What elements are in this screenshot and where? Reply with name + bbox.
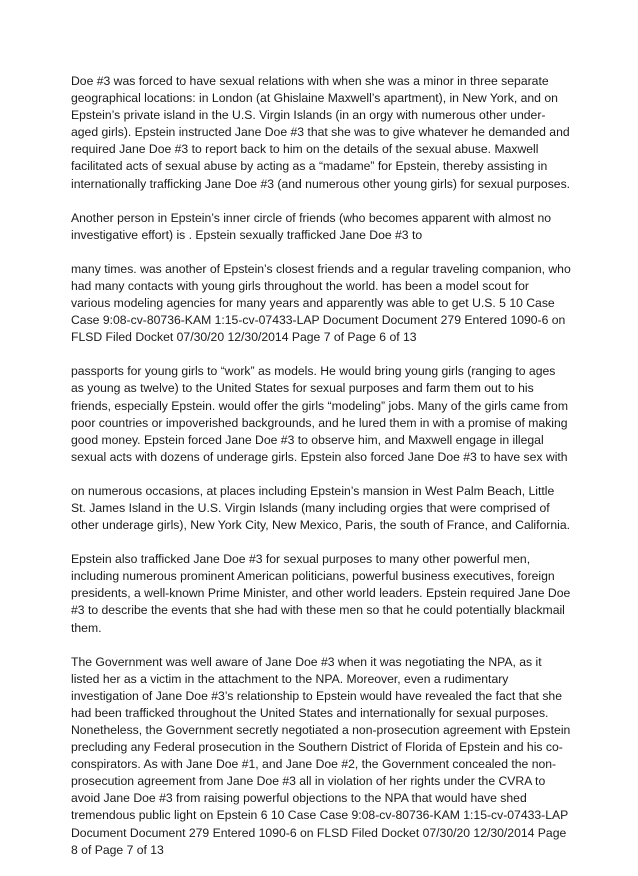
paragraph-7: The Government was well aware of Jane Doe #3 when it was negotiating the NPA, as it listed her as a victim in the attachment to the NPA. Moreover, even a rudimentary investigation of Jane Doe #3’s relationship to Epstein would have revealed the fact that she had been trafficked throughout the United States and internationally for sexual purposes. Nonetheless, the Government secretly negotiated a non-prosecution agreement with Epstein precluding any Federal prosecution in the Southern District of Florida of Epstein and his co-conspirators. As with Jane Doe #1, and Jane Doe #2, the Government concealed the non-prosecution agreement from Jane Doe #3 all in violation of her rights under the CVRA to avoid Jane Doe #3 from raising powerful objections to the NPA that would have shed tremendous public light on Epstein 6 10 Case Case 9:08-cv-80736-KAM 1:15-cv-07433-LAP Document Document 279 Entered 1090-6 on FLSD Filed Docket 07/30/20 12/30/2014 Page 8 of Page 7 of 13 — [71, 654, 571, 857]
document-page — [71, 73, 571, 876]
paragraph-4: passports for young girls to “work” as models. He would bring young girls (ranging to ages as young as twelve) to the United States for sexual purposes and farm them out to his friends, especially Epstein. would offer the girls “modeling” jobs. Many of the girls came from poor countries or impoverished backgrounds, and he lured them in with a promise of making good money. Epstein forced Jane Doe #3 to observe him, and Maxwell engage in illegal sexual acts with dozens of underage girls. Epstein also forced Jane Doe #3 to have sex with — [71, 364, 568, 464]
paragraph-6: Epstein also trafficked Jane Doe #3 for sexual purposes to many other powerful men, including numerous prominent American politicians, powerful business executives, foreign presidents, a well-known Prime Minister, and other world leaders. Epstein required Jane Doe #3 to describe the events that she had with these men so that he could potentially blackmail them. — [71, 552, 571, 635]
paragraph-3: many times. was another of Epstein’s closest friends and a regular traveling companion, who had many contacts with young girls throughout the world. has been a model scout for various modeling agencies for many years and apparently was able to get U.S. 5 10 Case Case 9:08-cv-80736-KAM 1:15-cv-07433-LAP Document Document 279 Entered 1090-6 on FLSD Filed Docket 07/30/20 12/30/2014 Page 7 of Page 6 of 13 — [71, 261, 571, 345]
paragraph-2: Another person in Epstein’s inner circle of friends (who becomes apparent with almost no investigative effort) is . Epstein sexually trafficked Jane Doe #3 to — [71, 210, 552, 242]
paragraph-5: on numerous occasions, at places including Epstein’s mansion in West Palm Beach, Little St. James Island in the U.S. Virgin Islands (many including orgies that were comprised of other underage girls), New York City, New Mexico, Paris, the south of France, and California. — [71, 483, 571, 533]
paragraph-1: Doe #3 was forced to have sexual relations with when she was a minor in three separate geographical locations: in London (at Ghislaine Maxwell’s apartment), in New York, and on Epstein’s private island in the U.S. Virgin Islands (in an orgy with numerous other under-aged girls). Epstein instructed Jane Doe #3 that she was to give whatever he demanded and required Jane Doe #3 to report back to him on the details of the sexual abuse. Maxwell facilitated acts of sexual abuse by acting as a “madame” for Epstein, thereby assisting in internationally trafficking Jane Doe #3 (and numerous other young girls) for sexual purposes. — [71, 74, 571, 191]
